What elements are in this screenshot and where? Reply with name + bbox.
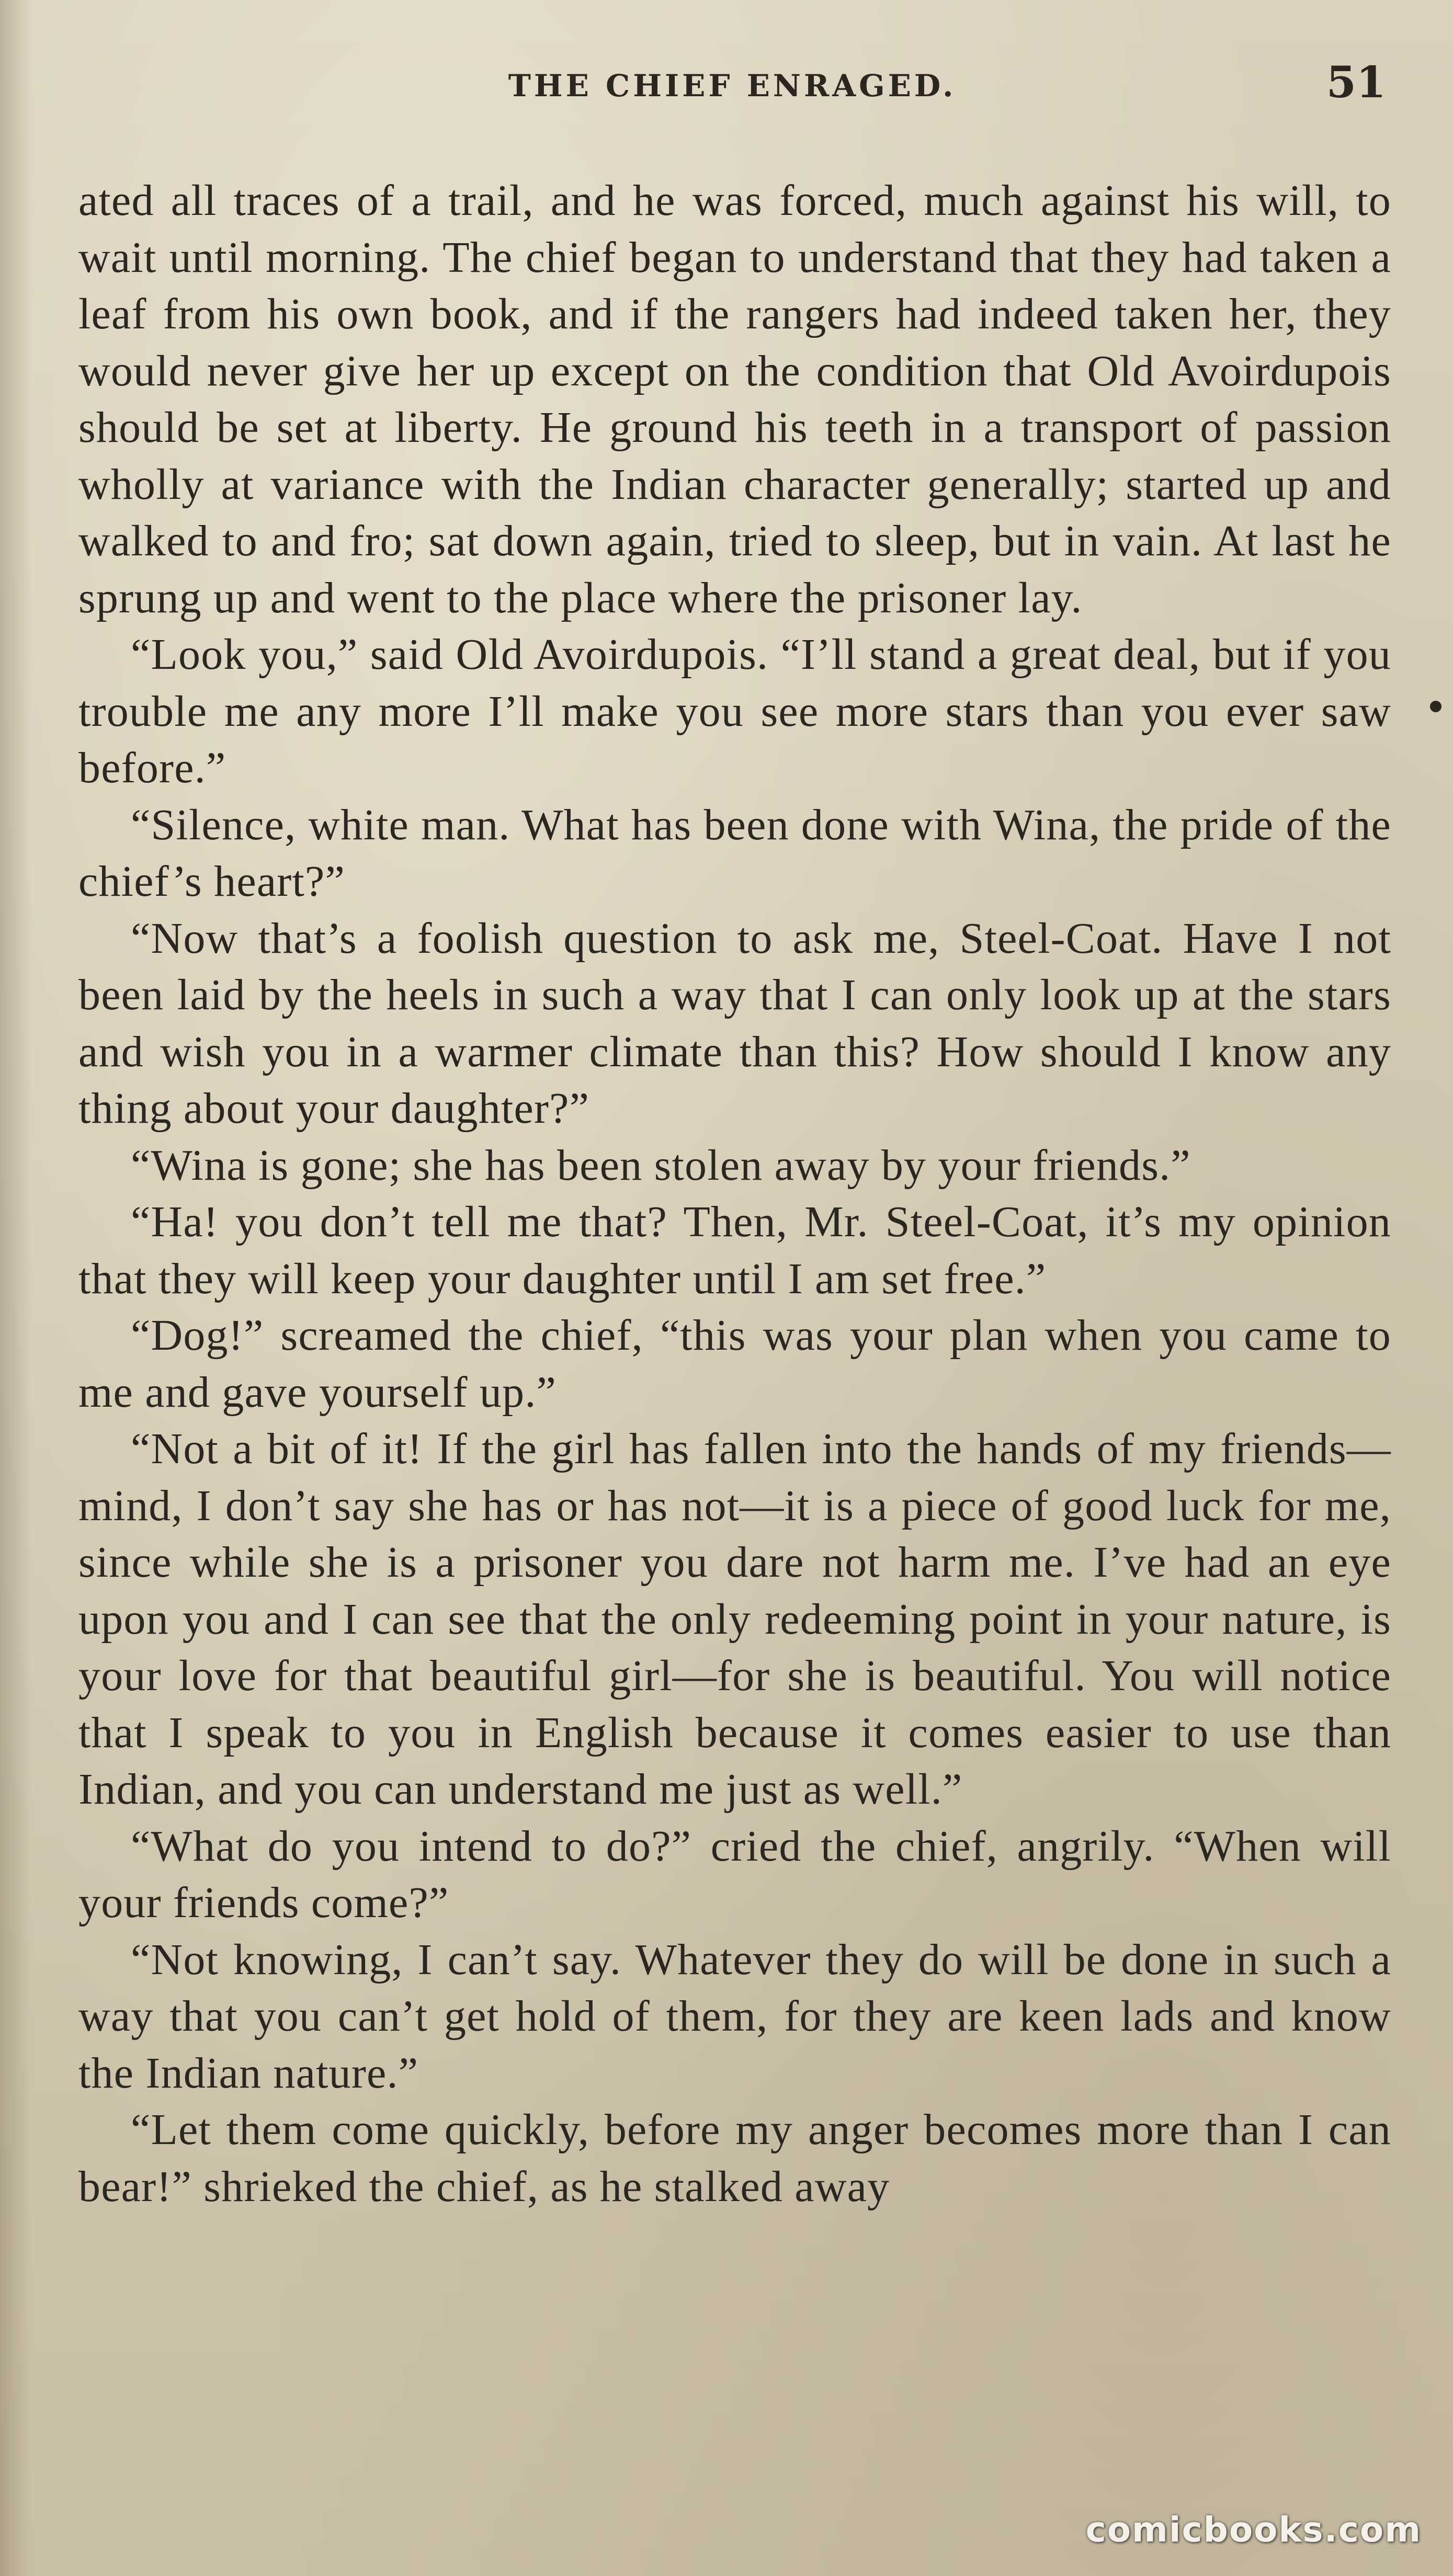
watermark: comicbooks.com: [1085, 2510, 1422, 2550]
paragraph: “Not a bit of it! If the girl has fallen into the hands of my friends—mind, I don’t say she has or has not—it is a piece of good luck for me, since while she is a prisoner you dare not harm me. I’ve had an eye upon you and I can see that the only redeeming point in your nature, is your love for that beautiful girl—for she is beautiful. You will notice that I speak to you in English because it comes easier to use than Indian, and you can understand me just as well.”: [78, 1424, 1391, 1814]
paragraph: ated all traces of a trail, and he was forced, much against his will, to wait until morning. The chief began to understand that they had taken a leaf from his own book, and if the rangers had indeed taken her, they would never give her up except on the condition that Old Avoirdupois should be set at liberty. He ground his teeth in a transport of passion wholly at variance with the Indian character generally; started up and walked to and fro; sat down again, tried to sleep, but in vain. At last he sprung up and went to the place where the prisoner lay.: [78, 176, 1391, 622]
running-title: THE CHIEF ENRAGED.: [508, 68, 957, 104]
running-head: [78, 58, 1386, 115]
paragraph: “Ha! you don’t tell me that? Then, Mr. Steel-Coat, it’s my opinion that they will keep your daughter until I am set free.”: [78, 1198, 1391, 1303]
paragraph: “Not knowing, I can’t say. Whatever they do will be done in such a way that you can’t get hold of them, for they are keen lads and know the Indian nature.”: [78, 1935, 1391, 2098]
paragraph: “What do you intend to do?” cried the chief, angrily. “When will your friends come?”: [78, 1821, 1391, 1927]
paragraph: “Wina is gone; she has been stolen away by your friends.”: [131, 1141, 1191, 1190]
page-number: 51: [1326, 58, 1386, 108]
paragraph: “Dog!” screamed the chief, “this was your plan when you came to me and gave yourself up.”: [78, 1311, 1391, 1417]
ink-smudge: [1430, 701, 1441, 712]
paragraph: “Let them come quickly, before my anger becomes more than I can bear!” shrieked the chief, as he stalked away: [78, 2105, 1391, 2211]
page-shadow: [0, 0, 31, 2576]
paragraph: “Now that’s a foolish question to ask me, Steel-Coat. Have I not been laid by the heels in such a way that I can only look up at the stars and wish you in a warmer climate than this? How should I know any thing about your daughter?”: [78, 914, 1391, 1133]
body-text: [78, 173, 1391, 2215]
paragraph: “Silence, white man. What has been done with Wina, the pride of the chief’s heart?”: [78, 800, 1391, 906]
paragraph: “Look you,” said Old Avoirdupois. “I’ll stand a great deal, but if you trouble me any more I’ll make you see more stars than you ever saw before.”: [78, 630, 1391, 792]
